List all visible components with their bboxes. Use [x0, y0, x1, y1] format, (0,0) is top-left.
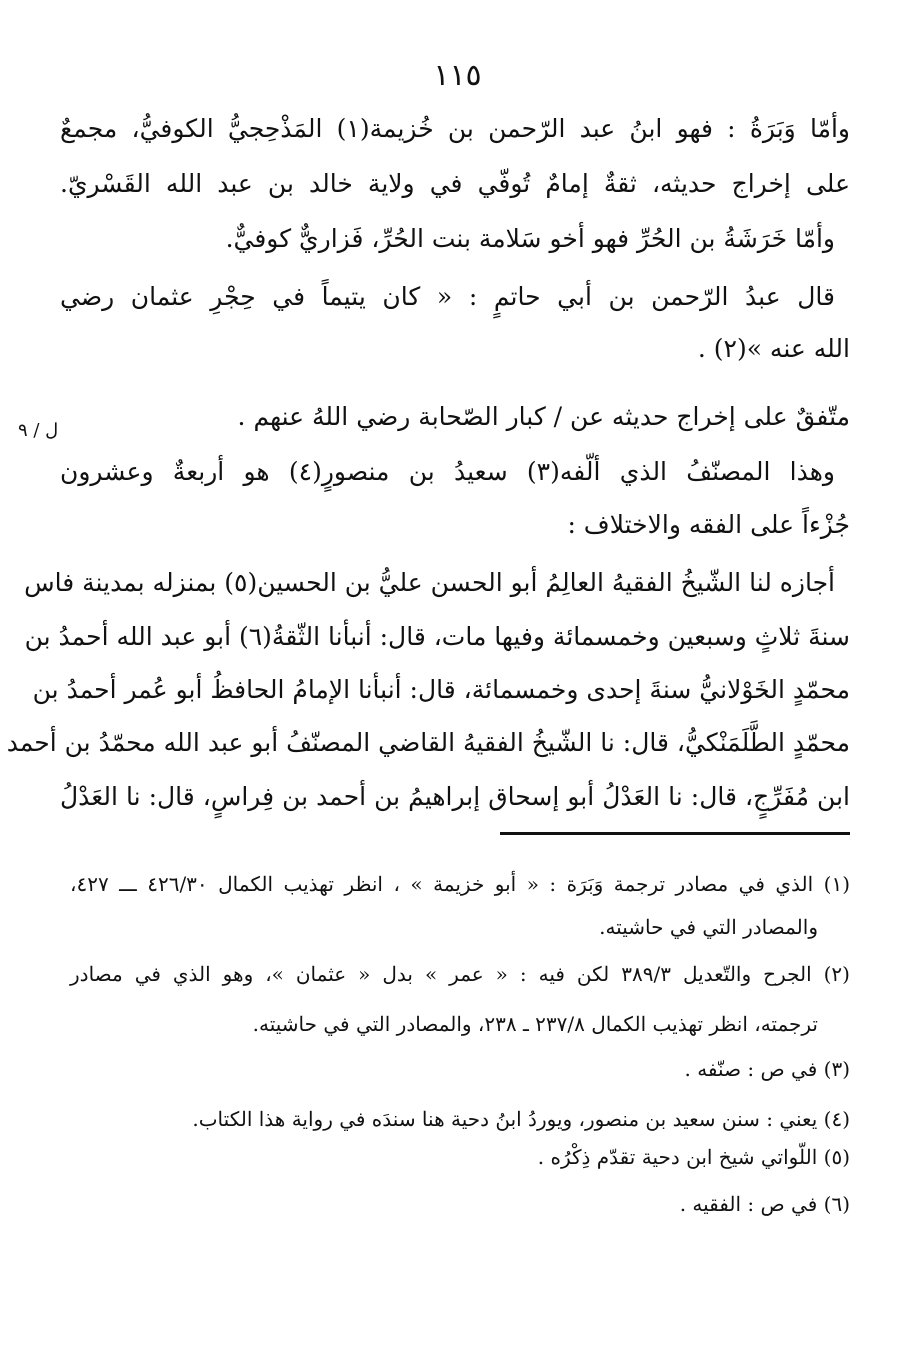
- body-line: جُزْءاً على الفقه والاختلاف :: [567, 510, 850, 539]
- body-line: محمّدٍ الخَوْلانيُّ سنةَ إحدى وخمسمائة، قال: أنبأنا الإمامُ الحافظُ أبو عُمر أحمدُ بن: [32, 675, 850, 704]
- body-line: أجازه لنا الشّيخُ الفقيهُ العالِمُ أبو الحسن عليُّ بن الحسين(٥) بمنزله بمدينة فاس: [24, 568, 835, 597]
- footnote-line: (٣) في ص : صنّفه .: [684, 1057, 850, 1081]
- body-line: وأمّا خَرَشَةُ بن الحُرِّ فهو أخو سَلامة بنت الحُرِّ، فَزاريٌّ كوفيٌّ.: [225, 224, 835, 253]
- footnote-line: (٢) الجرح والتّعديل ٣٨٩/٣ لكن فيه : « عمر » بدل « عثمان »، وهو الذي في مصادر: [70, 962, 850, 986]
- manuscript-folio-marker: ل / ٩: [18, 420, 59, 441]
- footnote-line: والمصادر التي في حاشيته.: [599, 915, 818, 939]
- footnote-line: (٥) اللّواتي شيخ ابن دحية تقدّم ذِكْرُه .: [537, 1145, 850, 1169]
- body-line: وأمّا وَبَرَةُ : فهو ابنُ عبد الرّحمن بن خُزيمة(١) المَذْحِجيُّ الكوفيُّ، مجمعٌ: [60, 114, 850, 143]
- body-line: ابن مُفَرِّجٍ، قال: نا العَدْلُ أبو إسحاق إبراهيمُ بن أحمد بن فِراسٍ، قال: نا العَدْلُ: [60, 782, 850, 811]
- footnote-line: (٤) يعني : سنن سعيد بن منصور، ويوردُ ابنُ دحية هنا سندَه في رواية هذا الكتاب.: [192, 1107, 850, 1131]
- footnote-line: (١) الذي في مصادر ترجمة وَبَرَة : « أبو خزيمة » ، انظر تهذيب الكمال ٤٢٦/٣٠ ـــ ٤٢٧،: [70, 872, 850, 896]
- footnote-line: (٦) في ص : الفقيه .: [679, 1192, 850, 1216]
- body-line: محمّدٍ الطَّلَمَنْكيُّ، قال: نا الشّيخُ الفقيهُ القاضي المصنّفُ أبو عبد الله محمّدُ بن أحمد: [6, 728, 850, 757]
- footnote-line: ترجمته، انظر تهذيب الكمال ٢٣٧/٨ ـ ٢٣٨، والمصادر التي في حاشيته.: [252, 1012, 818, 1036]
- body-line: الله عنه »(٢) .: [697, 334, 850, 363]
- footnote-separator: [500, 832, 850, 835]
- body-line: على إخراج حديثه، ثقةٌ إمامٌ تُوفّي في ولاية خالد بن عبد الله القَسْريّ.: [60, 169, 850, 198]
- body-line: سنةَ ثلاثٍ وسبعين وخمسمائة وفيها مات، قال: أنبأنا الثّقةُ(٦) أبو عبد الله أحمدُ بن: [24, 622, 850, 651]
- body-line: قال عبدُ الرّحمن بن أبي حاتمٍ : « كان يتيماً في حِجْرِ عثمان رضي: [60, 282, 835, 311]
- body-line: متّفقٌ على إخراج حديثه عن / كبار الصّحابة رضي اللهُ عنهم .: [237, 402, 850, 431]
- page-number: ١١٥: [433, 58, 482, 93]
- body-line: وهذا المصنّفُ الذي ألّفه(٣) سعيدُ بن منصورٍ(٤) هو أربعةٌ وعشرون: [60, 457, 835, 486]
